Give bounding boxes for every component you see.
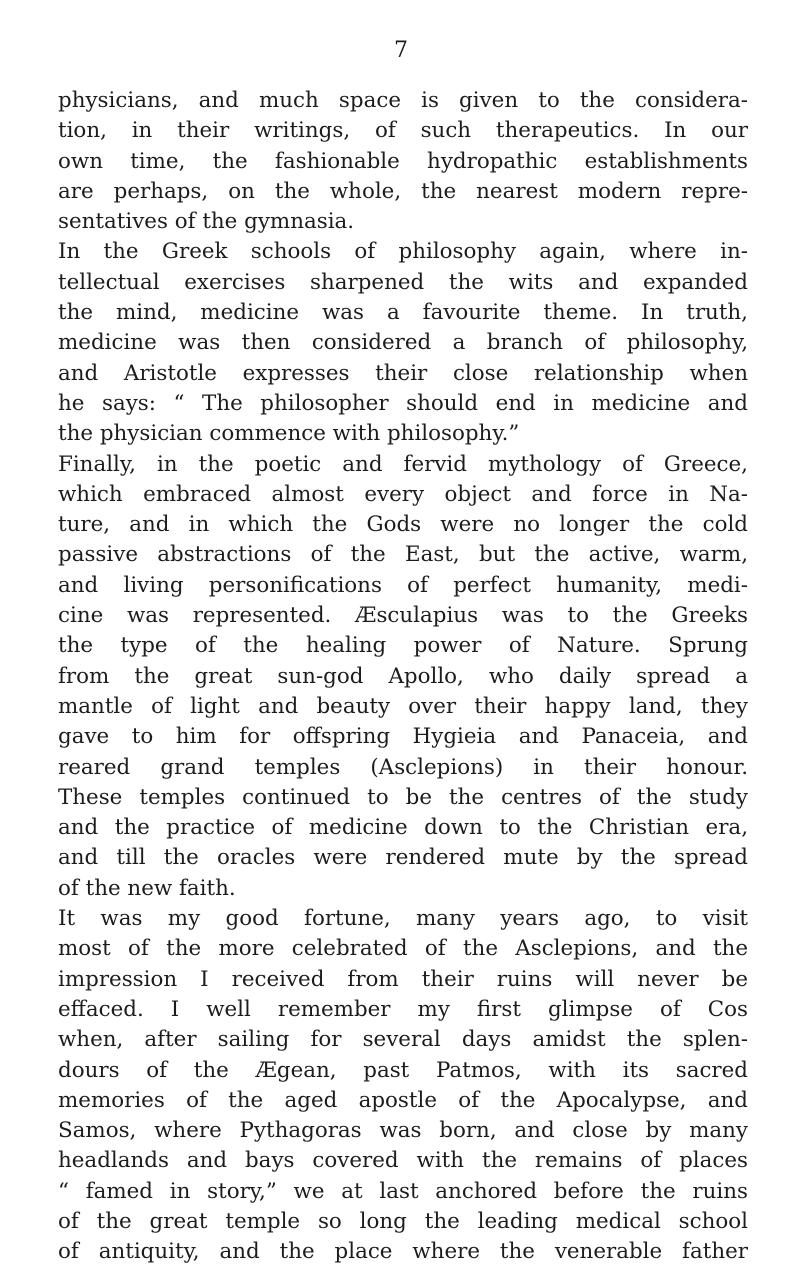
- text-line: effaced. I well remember my first glimpse of Cos: [58, 996, 748, 1022]
- body-text: [58, 86, 748, 1268]
- text-line: memories of the aged apostle of the Apocalypse, and: [58, 1087, 748, 1113]
- text-line: These temples continued to be the centres of the study: [58, 784, 748, 810]
- text-line: when, after sailing for several days amidst the splen-: [58, 1027, 748, 1053]
- text-line: most of the more celebrated of the Asclepions, and the: [58, 936, 748, 962]
- text-line: and Aristotle expresses their close relationship when: [58, 360, 748, 386]
- text-line: medicine was then considered a branch of philosophy,: [58, 330, 748, 356]
- text-line: and living personifications of perfect humanity, medi-: [58, 572, 748, 598]
- text-line: he says: “ The philosopher should end in medicine and: [58, 390, 748, 416]
- text-line: of the new faith.: [58, 875, 236, 901]
- text-line: gave to him for offspring Hygieia and Panaceia, and: [58, 724, 748, 750]
- text-line: dours of the Ægean, past Patmos, with its sacred: [58, 1057, 748, 1083]
- text-line: impression I received from their ruins will never be: [58, 966, 748, 992]
- text-line: reared grand temples (Asclepions) in their honour.: [58, 754, 748, 780]
- text-line: Finally, in the poetic and fervid mythology of Greece,: [58, 451, 748, 477]
- page-number: 7: [394, 38, 408, 63]
- text-line: of the great temple so long the leading medical school: [58, 1208, 748, 1234]
- text-line: passive abstractions of the East, but the active, warm,: [58, 542, 748, 568]
- text-line: It was my good fortune, many years ago, to visit: [58, 906, 748, 932]
- text-line: of antiquity, and the place where the venerable father: [58, 1239, 748, 1265]
- text-line: ture, and in which the Gods were no longer the cold: [58, 512, 748, 538]
- text-line: sentatives of the gymnasia.: [58, 209, 355, 235]
- text-line: tellectual exercises sharpened the wits and expanded: [58, 269, 748, 295]
- text-line: from the great sun-god Apollo, who daily spread a: [58, 663, 748, 689]
- text-line: tion, in their writings, of such therapeutics. In our: [58, 118, 748, 144]
- text-line: are perhaps, on the whole, the nearest modern repre-: [58, 178, 748, 204]
- text-line: In the Greek schools of philosophy again, where in-: [58, 239, 748, 265]
- text-line: the mind, medicine was a favourite theme. In truth,: [58, 300, 748, 326]
- text-line: physicians, and much space is given to the considera-: [58, 88, 748, 113]
- text-line: the type of the healing power of Nature. Sprung: [58, 633, 748, 659]
- text-line: and the practice of medicine down to the Christian era,: [58, 815, 748, 841]
- text-line: cine was represented. Æsculapius was to the Greeks: [58, 603, 748, 629]
- text-line: headlands and bays covered with the remains of places: [58, 1148, 748, 1174]
- text-line: the physician commence with philosophy.”: [58, 421, 520, 447]
- text-line: own time, the fashionable hydropathic establishments: [58, 148, 748, 174]
- text-line: and till the oracles were rendered mute by the spread: [58, 845, 748, 871]
- text-line: Samos, where Pythagoras was born, and close by many: [58, 1118, 748, 1144]
- text-line: mantle of light and beauty over their happy land, they: [58, 693, 748, 719]
- text-line: which embraced almost every object and force in Na-: [58, 481, 748, 507]
- text-line: “ famed in story,” we at last anchored before the ruins: [58, 1178, 748, 1204]
